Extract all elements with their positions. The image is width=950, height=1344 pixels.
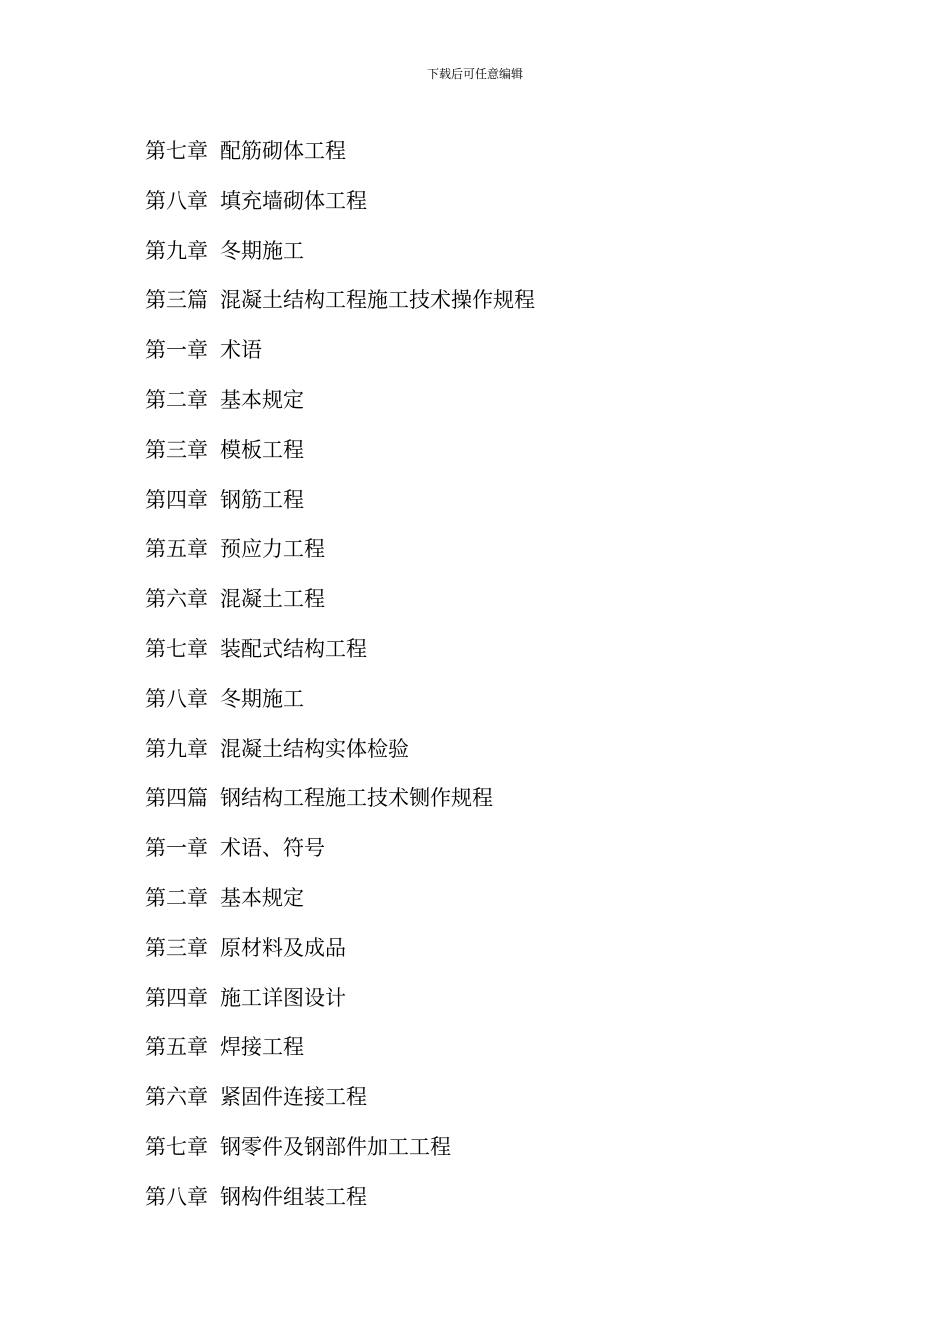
- toc-entry-number: 第三章: [145, 935, 208, 960]
- toc-entry-title: 混凝土工程: [220, 587, 325, 612]
- toc-entry-number: 第九章: [145, 238, 208, 263]
- toc-entry-title: 填充墙砌体工程: [220, 188, 367, 213]
- toc-entry-title: 施工详图设计: [220, 985, 346, 1010]
- toc-entry-title: 术语: [220, 338, 262, 363]
- toc-entry: [145, 486, 535, 536]
- toc-entry: [145, 884, 535, 934]
- toc-entry: [145, 1133, 535, 1183]
- toc-entry: [145, 1183, 535, 1233]
- toc-entry-title: 冬期施工: [220, 238, 304, 263]
- toc-entry: [145, 934, 535, 984]
- toc-entry-number: 第七章: [145, 139, 208, 163]
- toc-entry-number: 第三章: [145, 437, 208, 462]
- toc-entry-number: 第八章: [145, 686, 208, 711]
- toc-entry-title: 冬期施工: [220, 686, 304, 711]
- toc-entry: [145, 635, 535, 685]
- toc-entry: [145, 1033, 535, 1083]
- toc-entry-title: 装配式结构工程: [220, 636, 367, 661]
- page-header: 下载后可任意编辑: [426, 67, 523, 81]
- toc-entry-title: 焊接工程: [220, 1035, 304, 1060]
- toc-entry-number: 第七章: [145, 636, 208, 661]
- toc-entry-number: 第五章: [145, 1035, 208, 1060]
- toc-entry-title: 预应力工程: [220, 537, 325, 562]
- toc-entry: [145, 735, 535, 785]
- table-of-contents: [145, 137, 535, 1233]
- toc-entry-number: 第六章: [145, 587, 208, 612]
- toc-entry: [145, 834, 535, 884]
- toc-entry-number: 第二章: [145, 885, 208, 910]
- toc-entry-title: 配筋砌体工程: [220, 139, 346, 163]
- toc-entry-title: 紧固件连接工程: [220, 1085, 367, 1110]
- toc-entry-number: 第三篇: [145, 288, 208, 313]
- toc-entry-title: 基本规定: [220, 885, 304, 910]
- toc-entry-number: 第四篇: [145, 786, 208, 811]
- toc-entry-number: 第八章: [145, 1184, 208, 1209]
- toc-entry: [145, 286, 535, 336]
- toc-entry-title: 混凝土结构实体检验: [220, 736, 409, 761]
- toc-entry-number: 第二章: [145, 387, 208, 412]
- toc-entry: [145, 685, 535, 735]
- toc-entry-title: 钢筋工程: [220, 487, 304, 512]
- toc-entry: [145, 535, 535, 585]
- toc-entry-title: 模板工程: [220, 437, 304, 462]
- toc-entry-title: 钢零件及钢部件加工工程: [220, 1134, 451, 1159]
- toc-entry-number: 第四章: [145, 985, 208, 1010]
- toc-entry: [145, 237, 535, 287]
- toc-entry-title: 原材料及成品: [220, 935, 346, 960]
- toc-entry: [145, 187, 535, 237]
- toc-entry-title: 钢构件组装工程: [220, 1184, 367, 1209]
- toc-entry-title: 术语、符号: [220, 836, 325, 861]
- toc-entry: [145, 436, 535, 486]
- toc-entry: [145, 585, 535, 635]
- toc-entry-title: 钢结构工程施工技术铡作规程: [220, 786, 493, 811]
- toc-entry: [145, 784, 535, 834]
- toc-entry-number: 第五章: [145, 537, 208, 562]
- toc-entry: [145, 984, 535, 1034]
- toc-entry-number: 第四章: [145, 487, 208, 512]
- toc-entry-title: 基本规定: [220, 387, 304, 412]
- toc-entry-title: 混凝土结构工程施工技术操作规程: [220, 288, 535, 313]
- toc-entry: [145, 137, 535, 187]
- toc-entry-number: 第一章: [145, 836, 208, 861]
- toc-entry-number: 第六章: [145, 1085, 208, 1110]
- toc-entry-number: 第一章: [145, 338, 208, 363]
- toc-entry-number: 第九章: [145, 736, 208, 761]
- toc-entry-number: 第七章: [145, 1134, 208, 1159]
- toc-entry: [145, 1083, 535, 1133]
- toc-entry: [145, 336, 535, 386]
- toc-entry: [145, 386, 535, 436]
- toc-entry-number: 第八章: [145, 188, 208, 213]
